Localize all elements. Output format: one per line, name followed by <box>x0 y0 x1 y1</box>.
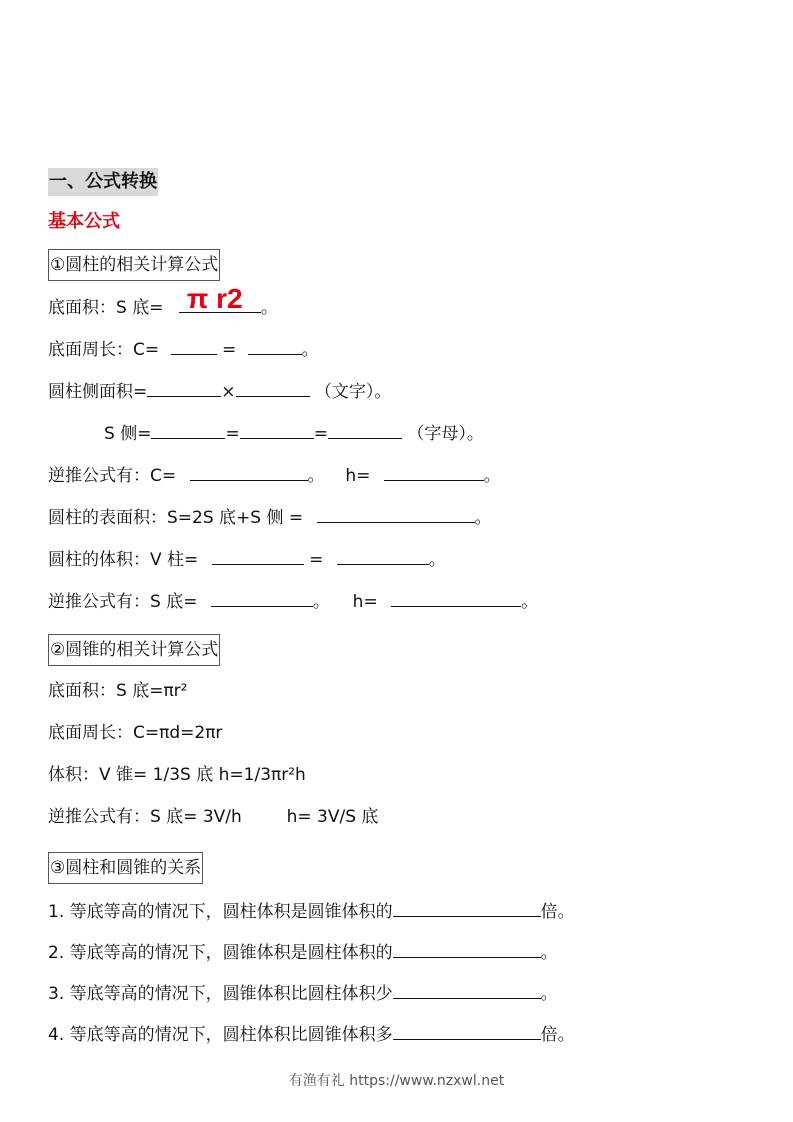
inverse-s-label: 逆推公式有：S 底= <box>48 592 198 612</box>
volume-line <box>48 546 446 572</box>
perimeter-blank-1[interactable] <box>171 336 217 355</box>
lateral-words-line <box>48 378 391 404</box>
item-text: 等底等高的情况下，圆柱体积是圆锥体积的 <box>69 902 393 922</box>
cylinder-perimeter-line <box>48 336 319 362</box>
period: 。 <box>474 508 492 528</box>
item-end: 倍。 <box>540 1025 575 1045</box>
period: 。 <box>301 340 319 360</box>
relation-item-3 <box>48 980 558 1006</box>
cone-base-area: 底面积：S 底=πr² <box>48 681 188 701</box>
period: 。 <box>307 466 325 486</box>
lateral-letters-label: S 侧= <box>104 424 152 444</box>
cone-box-title: ②圆锥的相关计算公式 <box>48 634 220 666</box>
cylinder-box-title: ①圆柱的相关计算公式 <box>48 249 220 281</box>
surface-area-line <box>48 504 492 530</box>
relation-box-title: ③圆柱和圆锥的关系 <box>48 852 203 884</box>
cone-inverse-h: h= 3V/S 底 <box>286 807 379 827</box>
cone-inverse-s: 逆推公式有：S 底= 3V/h <box>48 807 242 827</box>
cone-base-perimeter: 底面周长：C=πd=2πr <box>48 723 223 743</box>
volume-blank-2[interactable] <box>337 546 429 565</box>
base-area-blank[interactable] <box>179 283 261 314</box>
lateral-letters-blank-3[interactable] <box>328 420 402 439</box>
item-end: 。 <box>540 943 558 963</box>
inverse-c-h-line <box>48 462 501 488</box>
equals: = <box>309 550 324 570</box>
relation-item-4 <box>48 1021 575 1047</box>
lateral-words-label: 圆柱侧面积= <box>48 382 148 402</box>
footer-watermark: 有渔有礼 https://www.nzxwl.net <box>288 1073 505 1089</box>
equals: = <box>313 424 328 444</box>
cone-volume: 体积：V 锥= 1/3S 底 h=1/3πr²h <box>48 765 306 785</box>
item-end: 倍。 <box>540 902 575 922</box>
item-number: 1. <box>48 902 65 922</box>
item-end: 。 <box>540 984 558 1004</box>
inverse-c-blank[interactable] <box>190 462 308 481</box>
relation-blank-3[interactable] <box>393 980 541 999</box>
subtitle-basic-formulas: 基本公式 <box>48 211 120 232</box>
h-label: h= <box>345 466 371 486</box>
item-number: 2. <box>48 943 65 963</box>
item-text: 等底等高的情况下，圆锥体积是圆柱体积的 <box>69 943 393 963</box>
item-text: 等底等高的情况下，圆柱体积比圆锥体积多 <box>69 1025 393 1045</box>
inverse-s-blank[interactable] <box>211 588 313 607</box>
inverse-c-label: 逆推公式有：C= <box>48 466 177 486</box>
section-title: 一、公式转换 <box>48 168 158 196</box>
volume-label: 圆柱的体积：V 柱= <box>48 550 199 570</box>
inverse-h-blank[interactable] <box>384 462 484 481</box>
relation-item-1 <box>48 898 575 924</box>
times-sign: × <box>221 382 236 402</box>
relation-blank-2[interactable] <box>393 939 541 958</box>
h-label: h= <box>352 592 378 612</box>
letters-note: （字母）。 <box>407 424 484 444</box>
relation-blank-1[interactable] <box>393 898 541 917</box>
lateral-letters-line <box>104 420 484 446</box>
lateral-words-blank-1[interactable] <box>147 378 221 397</box>
item-number: 3. <box>48 984 65 1004</box>
surface-blank[interactable] <box>317 504 475 523</box>
item-number: 4. <box>48 1025 65 1045</box>
equals: = <box>221 340 237 360</box>
relation-item-2 <box>48 939 558 965</box>
period: 。 <box>521 592 539 612</box>
inverse-h2-blank[interactable] <box>391 588 521 607</box>
cone-inverse-line <box>48 805 378 829</box>
lateral-words-blank-2[interactable] <box>236 378 310 397</box>
inverse-s-h-line <box>48 588 538 614</box>
item-text: 等底等高的情况下，圆锥体积比圆柱体积少 <box>69 984 393 1004</box>
period: 。 <box>312 592 330 612</box>
perimeter-label: 底面周长：C= <box>48 340 160 360</box>
period: 。 <box>428 550 446 570</box>
words-note: （文字）。 <box>314 382 392 402</box>
cylinder-base-area-line <box>48 283 278 320</box>
equals: = <box>225 424 240 444</box>
period: 。 <box>483 466 501 486</box>
base-area-answer: π r2 <box>186 283 243 314</box>
lateral-letters-blank-1[interactable] <box>151 420 225 439</box>
period: 。 <box>260 298 278 318</box>
volume-blank-1[interactable] <box>212 546 304 565</box>
perimeter-blank-2[interactable] <box>248 336 302 355</box>
base-area-label: 底面积：S 底= <box>48 298 164 318</box>
surface-label: 圆柱的表面积：S=2S 底+S 侧 = <box>48 508 304 528</box>
relation-blank-4[interactable] <box>393 1021 541 1040</box>
lateral-letters-blank-2[interactable] <box>240 420 314 439</box>
